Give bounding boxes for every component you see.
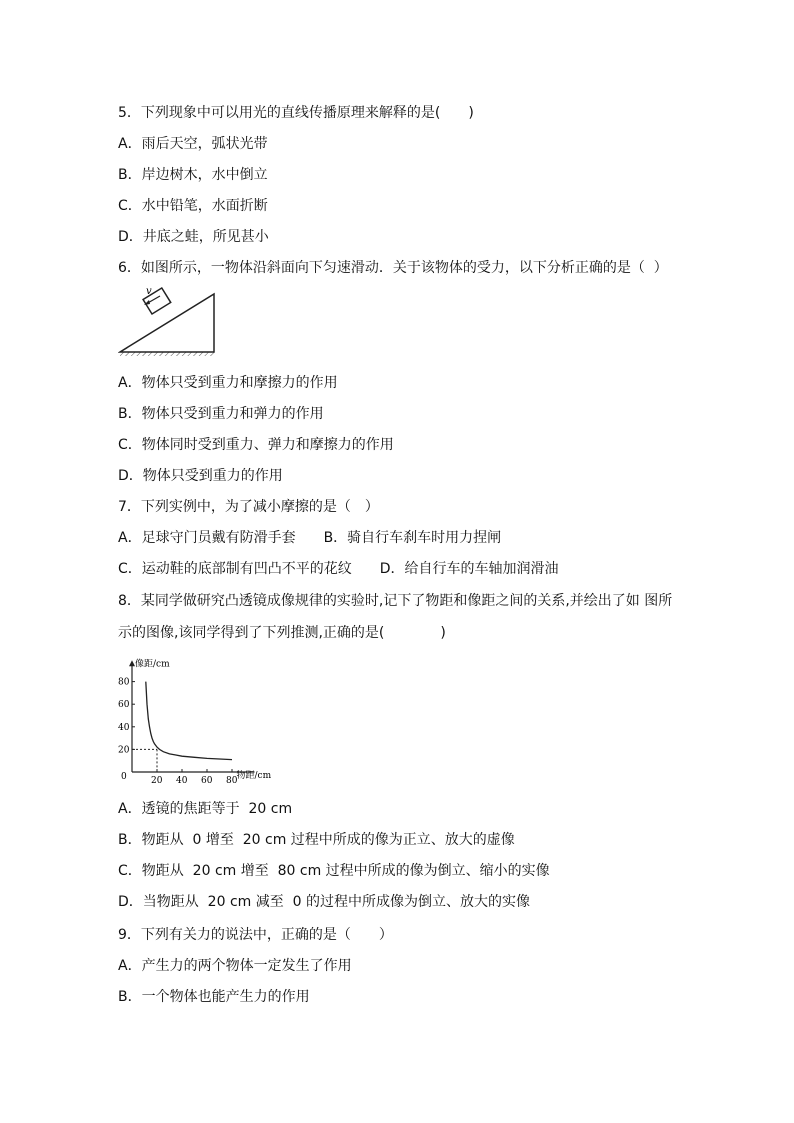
x-tick-label-20: 20 — [151, 776, 163, 786]
q5-option-c: C．水中铅笔，水面折断 — [118, 198, 268, 214]
q8-option-a: A．透镜的焦距等于 20 cm — [118, 801, 293, 817]
q7-options-row1: A．足球守门员戴有防滑手套 B．骑自行车刹车时用力捏闸 — [118, 530, 502, 546]
q7-stem: 7．下列实例中，为了减小摩擦的是（ ） — [118, 499, 379, 515]
q6-option-d: D．物体只受到重力的作用 — [118, 468, 283, 484]
x-axis-label: 物距/cm — [236, 771, 272, 781]
q6-option-a: A．物体只受到重力和摩擦力的作用 — [118, 375, 338, 391]
q5-option-a: A．雨后天空，弧状光带 — [118, 136, 268, 152]
q8-option-b: B．物距从 0 增至 20 cm 过程中所成的像为正立、放大的虚像 — [118, 832, 515, 848]
y-tick-label-60: 60 — [118, 700, 130, 711]
q7-options-row2: C．运动鞋的底部制有凹凸不平的花纹 D．给自行车的车轴加润滑油 — [118, 561, 559, 577]
x-tick-label-80: 80 — [226, 776, 238, 786]
x-tick-label-40: 40 — [176, 776, 188, 786]
series-line-0 — [146, 682, 232, 760]
q6-stem: 6．如图所示，一物体沿斜面向下匀速滑动．关于该物体的受力，以下分析正确的是（ ） — [118, 260, 668, 276]
x-tick-label-60: 60 — [201, 776, 213, 786]
y-tick-label-80: 80 — [118, 677, 130, 688]
velocity-label: v — [146, 286, 152, 297]
q9-stem: 9．下列有关力的说法中，正确的是（ ） — [118, 927, 393, 943]
q9-option-a: A．产生力的两个物体一定发生了作用 — [118, 958, 352, 974]
q8-stem-line1: 8．某同学做研究凸透镜成像规律的实验时,记下了物距和像距之间的关系,并绘出了如 图所 — [118, 593, 673, 609]
q5-option-d: D．井底之蛙，所见甚小 — [118, 229, 269, 245]
q8-stem-line2: 示的图像,该同学得到了下列推测,正确的是( ) — [118, 625, 446, 641]
y-tick-label-20: 20 — [118, 745, 130, 756]
q9-option-b: B．一个物体也能产生力的作用 — [118, 989, 310, 1005]
q5-option-b: B．岸边树木，水中倒立 — [118, 167, 268, 183]
y-axis-label: 像距/cm — [135, 659, 170, 670]
q8-option-c: C．物距从 20 cm 增至 80 cm 过程中所成的像为倒立、缩小的实像 — [118, 863, 550, 879]
origin-label: 0 — [121, 772, 127, 782]
incline-figure — [118, 284, 218, 360]
q5-stem: 5．下列现象中可以用光的直线传播原理来解释的是( ) — [118, 105, 474, 121]
y-tick-label-40: 40 — [118, 722, 130, 733]
q8-option-d: D．当物距从 20 cm 减至 0 的过程中所成像为倒立、放大的实像 — [118, 894, 530, 910]
q6-option-b: B．物体只受到重力和弹力的作用 — [118, 406, 324, 422]
image-distance-chart — [112, 650, 282, 788]
q6-option-c: C．物体同时受到重力、弹力和摩擦力的作用 — [118, 437, 394, 453]
